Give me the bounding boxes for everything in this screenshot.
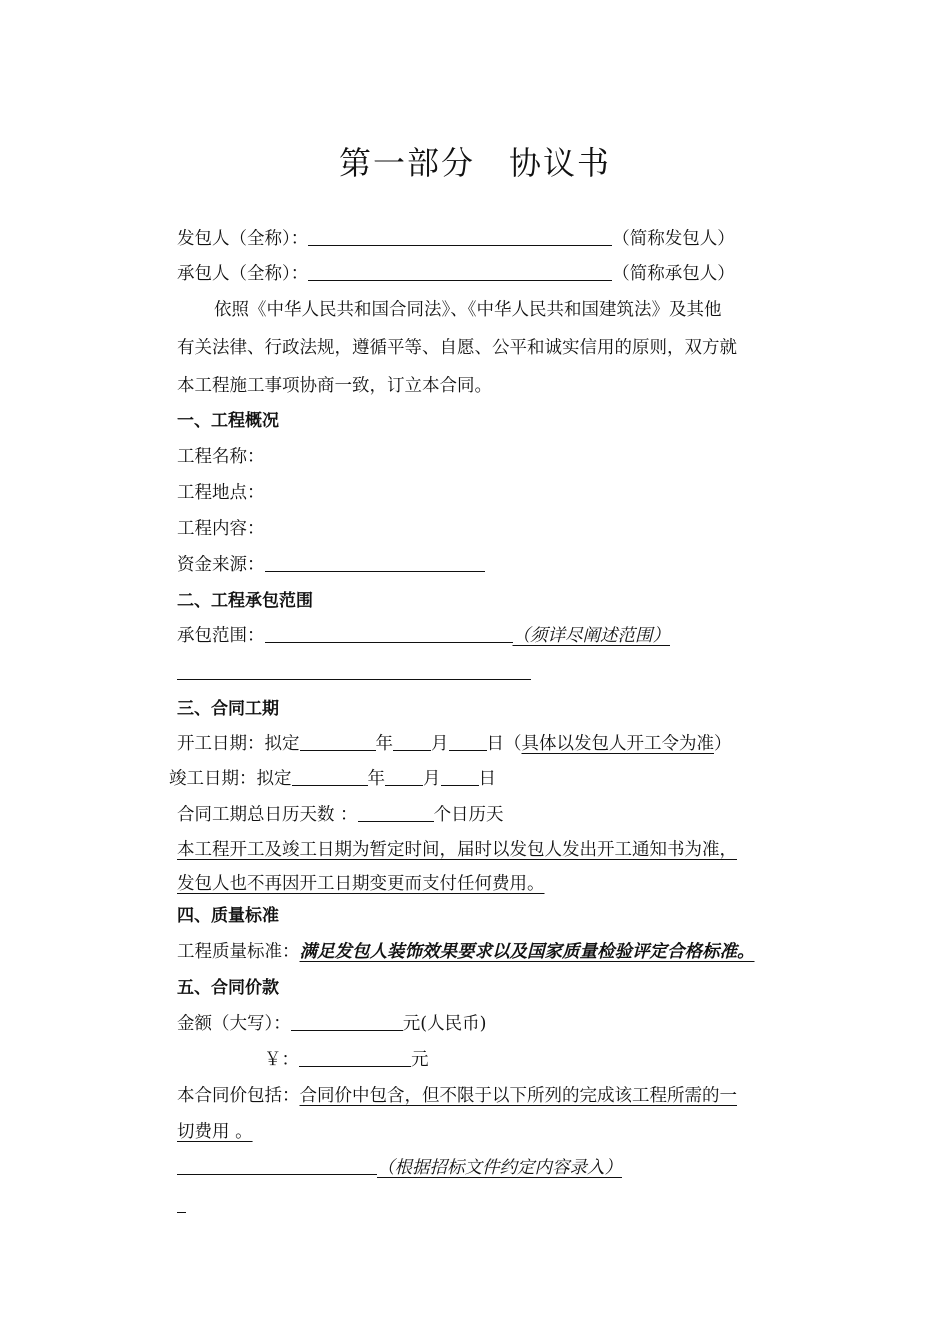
intro-line-1: 依照《中华人民共和国合同法》、《中华人民共和国建筑法》及其他 (214, 300, 722, 320)
title-agreement: 协议书 (509, 144, 612, 182)
contractor-name-field[interactable] (308, 262, 612, 281)
total-days-unit: 个日历天 (433, 805, 504, 825)
schedule-note-line-1: 本工程开工及竣工日期为暂定时间，届时以发包人发出开工通知书为准， (177, 840, 737, 860)
scope-note: （须详尽阐述范围） (512, 626, 670, 646)
amount-label: 金额（大写）： (177, 1014, 291, 1034)
section-1-heading: 一、工程概况 (177, 411, 279, 431)
start-note: 具体以发包人开工令为准 (521, 734, 714, 754)
year-label: 年 (375, 734, 393, 754)
completion-month-field[interactable] (385, 767, 423, 786)
yen-unit: 元 (411, 1050, 429, 1070)
employer-label: 发包人（全称）： (177, 229, 309, 249)
contractor-suffix: （简称承包人） (612, 264, 735, 284)
schedule-note-line-2: 发包人也不再因开工日期变更而支付任何费用。 (177, 874, 545, 894)
completion-year-field[interactable] (292, 767, 368, 786)
day-label: 日 (486, 734, 504, 754)
funding-row (177, 553, 485, 577)
amount-row (177, 1012, 486, 1036)
total-days-row (177, 803, 504, 827)
intro-line-3: 本工程施工事项协商一致，订立本合同。 (177, 376, 492, 396)
section-2-heading: 二、工程承包范围 (177, 591, 313, 611)
funding-field[interactable] (265, 553, 485, 572)
funding-label: 资金来源： (177, 555, 265, 575)
amount-unit: 元(人民币) (402, 1014, 487, 1034)
quality-label: 工程质量标准： (177, 942, 300, 962)
employer-row (177, 227, 735, 251)
scope-label: 承包范围： (177, 626, 265, 646)
completion-day-field[interactable] (441, 767, 479, 786)
start-month-field[interactable] (393, 732, 431, 751)
project-content-label: 工程内容： (177, 519, 265, 539)
employer-name-field[interactable] (308, 227, 612, 246)
start-year-field[interactable] (300, 732, 376, 751)
yen-label: ￥： (264, 1050, 299, 1070)
scope-continuation (177, 661, 531, 685)
yen-row (264, 1048, 429, 1072)
project-name-label: 工程名称： (177, 447, 265, 467)
month-label: 月 (423, 769, 441, 789)
trailing-blank (177, 1212, 186, 1213)
tender-note: （根据招标文件约定内容录入） (377, 1158, 622, 1178)
year-label: 年 (367, 769, 385, 789)
price-includes-line-1: 合同价中包含，但不限于以下所列的完成该工程所需的一 (299, 1086, 737, 1106)
scope-field-line-2[interactable] (177, 661, 531, 680)
tender-field[interactable] (177, 1156, 377, 1175)
yen-amount-field[interactable] (299, 1048, 411, 1067)
price-includes-row (177, 1084, 737, 1108)
price-includes-line-2: 切费用 。 (177, 1122, 253, 1142)
day-label: 日 (478, 769, 496, 789)
start-day-field[interactable] (449, 732, 487, 751)
contractor-row (177, 262, 735, 286)
total-days-label: 合同工期总日历天数 ： (177, 805, 358, 825)
completion-date-label: 竣工日期：拟定 (169, 769, 292, 789)
month-label: 月 (431, 734, 449, 754)
quality-row (177, 940, 755, 964)
start-date-row (177, 732, 732, 756)
section-3-heading: 三、合同工期 (177, 699, 279, 719)
price-includes-label: 本合同价包括： (177, 1086, 300, 1106)
intro-line-2: 有关法律、行政法规，遵循平等、自愿、公平和诚实信用的原则，双方就 (177, 338, 737, 358)
title-part: 第一部分 (338, 144, 475, 182)
employer-suffix: （简称发包人） (612, 229, 735, 249)
amount-words-field[interactable] (291, 1012, 403, 1031)
project-location-label: 工程地点： (177, 483, 265, 503)
tender-note-row (177, 1156, 622, 1180)
quality-value: 满足发包人装饰效果要求以及国家质量检验评定合格标准。 (299, 942, 755, 962)
paren-open: （ (504, 734, 522, 754)
paren-close: ） (714, 734, 732, 754)
page-title (0, 138, 950, 184)
section-5-heading: 五、合同价款 (177, 978, 279, 998)
section-4-heading: 四、质量标准 (177, 906, 279, 926)
contractor-label: 承包人（全称）： (177, 264, 309, 284)
total-days-field[interactable] (358, 803, 434, 822)
scope-field[interactable] (265, 624, 513, 643)
scope-row (177, 624, 670, 648)
completion-date-row (169, 767, 496, 791)
start-date-label: 开工日期：拟定 (177, 734, 300, 754)
